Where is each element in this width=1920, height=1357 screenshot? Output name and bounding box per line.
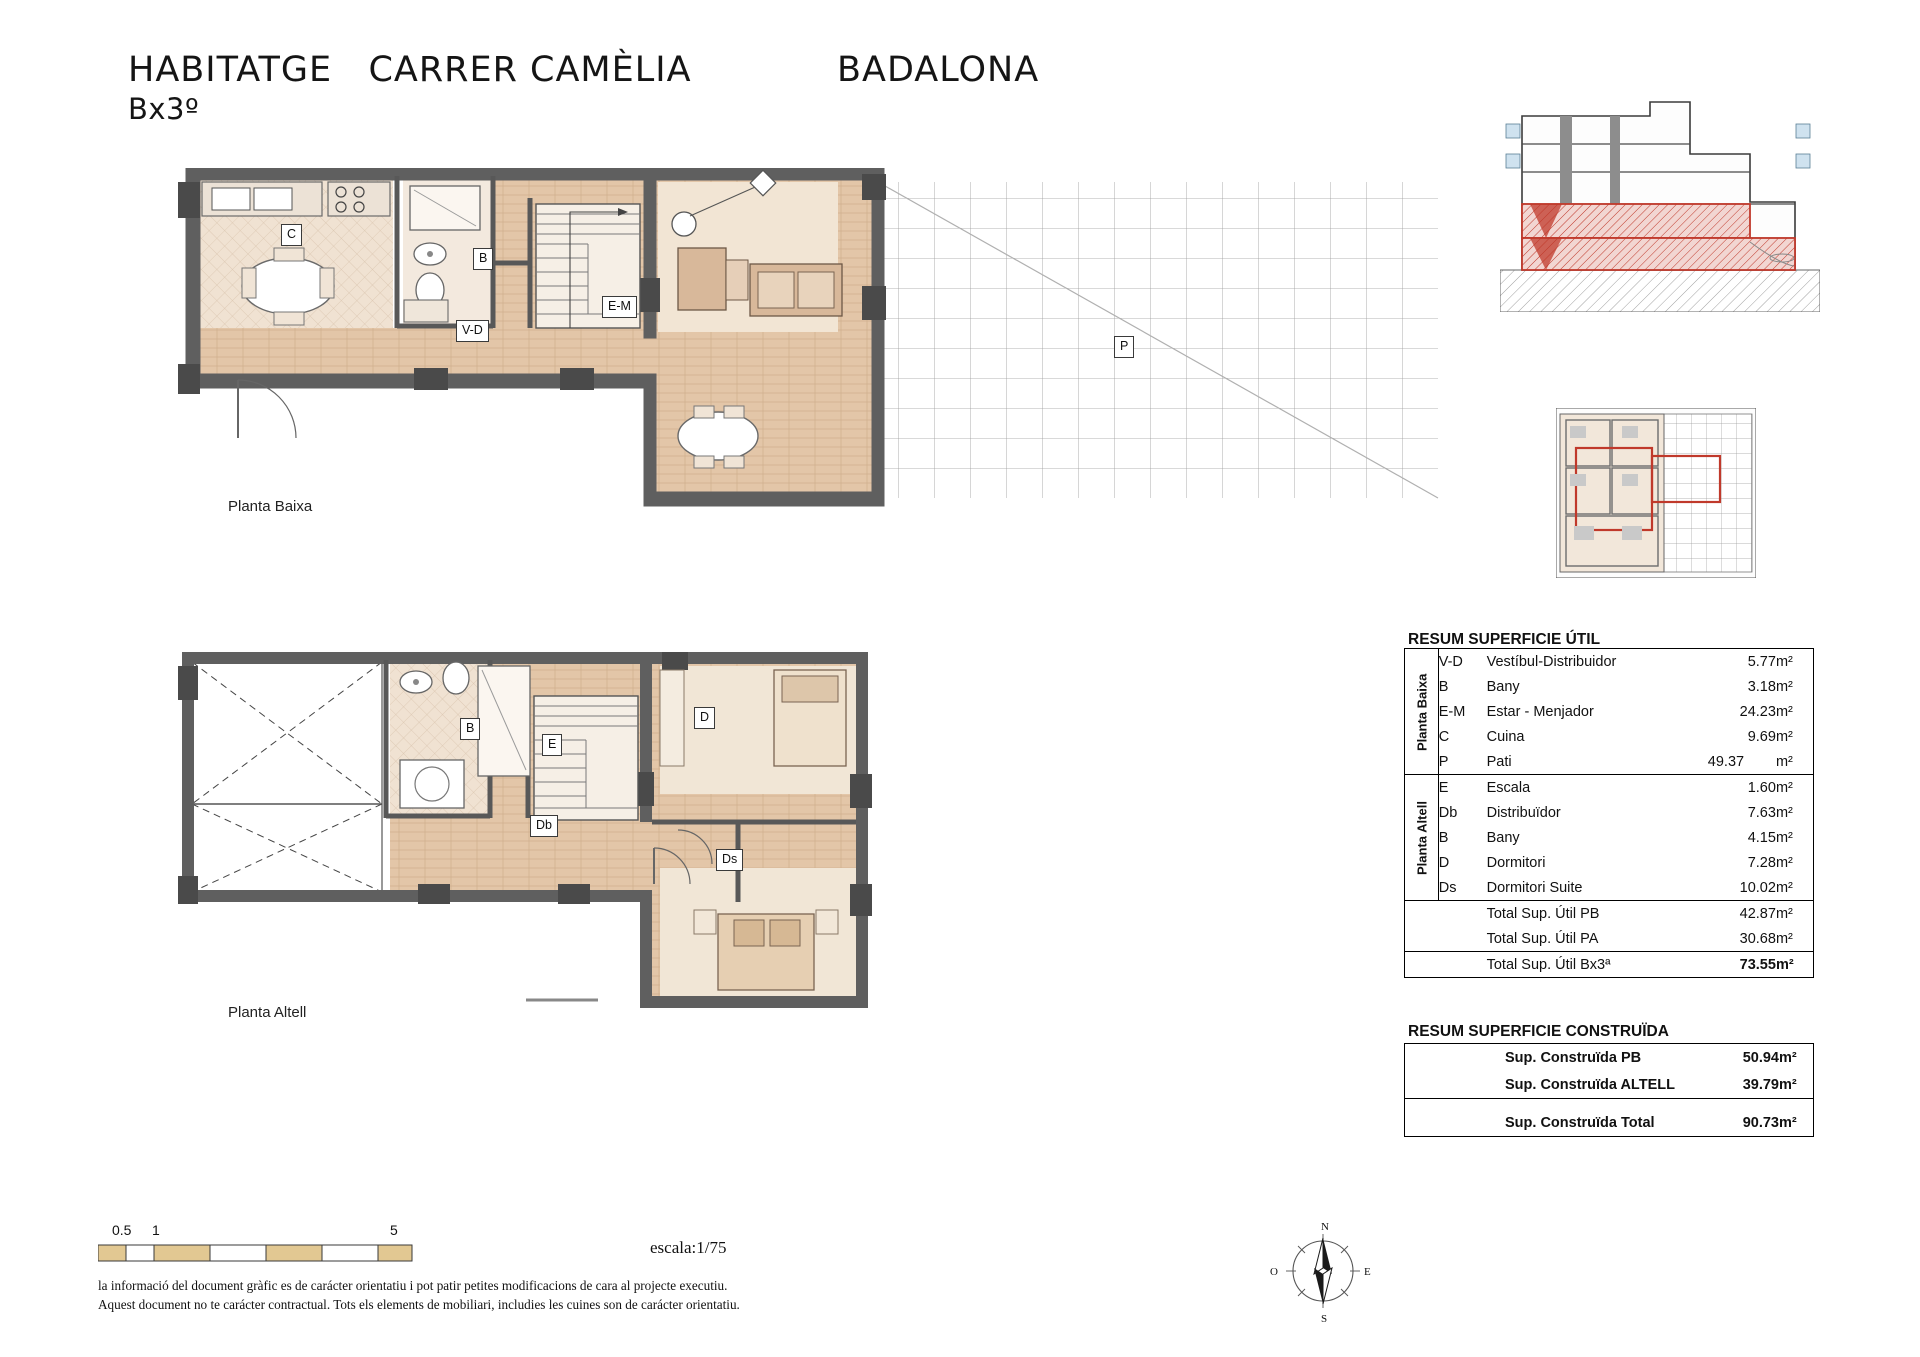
cell-unit: m² [1775, 653, 1793, 670]
cell-name: Dormitori [1486, 854, 1546, 871]
cell-name: Sup. Construïda PB [1505, 1049, 1642, 1066]
cell-name: Sup. Construïda ALTELL [1505, 1076, 1675, 1093]
room-tag-cuina: C [281, 224, 302, 246]
scale-tick-1: 1 [152, 1222, 160, 1238]
cell-unit: m² [1779, 1049, 1797, 1066]
cell-value: 7.28 [1747, 854, 1776, 871]
cell-code: B [1438, 678, 1449, 695]
compass-west-label: O [1270, 1266, 1278, 1278]
table-row [1405, 724, 1814, 749]
table-row-total [1405, 1099, 1814, 1137]
cell-code: Db [1438, 804, 1458, 821]
cell-name: Vestíbul-Distribuidor [1486, 653, 1617, 670]
total-name: Sup. Construïda Total [1405, 1099, 1718, 1137]
table-row [1405, 800, 1814, 825]
compass-north-label: N [1321, 1221, 1329, 1233]
built-area-table [1404, 1043, 1814, 1137]
total-name: Total Sup. Útil PB [1487, 901, 1700, 927]
room-tag-distribuidor: Db [530, 815, 558, 837]
total-value: 90.73 [1717, 1099, 1779, 1137]
table-row [1405, 699, 1814, 724]
table-row [1405, 649, 1814, 675]
page-title [128, 50, 1039, 126]
cell-name: Cuina [1486, 728, 1525, 745]
cell-unit: m² [1775, 930, 1793, 947]
room-tag-estar-menjador: E-M [602, 296, 637, 318]
cell-code: V-D [1438, 653, 1463, 670]
cell-unit: m² [1776, 775, 1814, 801]
cell-name: Dormitori Suite [1486, 879, 1583, 896]
cell-code: P [1438, 753, 1449, 770]
ground-floor-plan [178, 168, 1458, 588]
cell-value: 10.02 [1739, 879, 1776, 896]
cell-unit: m² [1775, 678, 1793, 695]
cell-name: Distribuïdor [1486, 804, 1561, 821]
cell-name: Bany [1486, 678, 1520, 695]
table-row [1405, 674, 1814, 699]
mezzanine-floor-label: Planta Altell [228, 1004, 307, 1021]
cell-name: Escala [1487, 775, 1700, 801]
cell-value: 3.18 [1747, 678, 1776, 695]
title-primary: HABITATGE CARRER CAMÈLIA BADALONA [128, 50, 1040, 90]
useful-area-table-title: RESUM SUPERFICIE ÚTIL [1408, 631, 1601, 648]
total-name: Total Sup. Útil Bx3ª [1487, 952, 1700, 978]
compass-east-label: E [1364, 1266, 1371, 1278]
key-plan-thumbnail [1556, 408, 1756, 578]
table-row-total [1405, 926, 1814, 952]
room-tag-bany-altell: B [460, 718, 480, 740]
cell-value: 24.23 [1739, 703, 1776, 720]
group-label-planta-baixa: Planta Baixa [1405, 649, 1439, 775]
total-value: 30.68 [1739, 930, 1776, 947]
cell-value: 9.69 [1747, 728, 1776, 745]
scale-tick-5: 5 [390, 1222, 398, 1238]
mezzanine-floor-plan [178, 652, 898, 1097]
cell-unit: m² [1775, 829, 1793, 846]
room-tag-vestibul: V-D [456, 320, 489, 342]
cell-unit: m² [1776, 901, 1814, 927]
room-tag-escala: E [542, 734, 562, 756]
table-row-total [1405, 952, 1814, 978]
room-tag-pati: P [1114, 336, 1134, 358]
cell-code: E-M [1438, 703, 1466, 720]
cell-value: 50.94 [1742, 1049, 1779, 1066]
scale-label: escala:1/75 [650, 1238, 727, 1257]
cell-unit: m² [1775, 804, 1793, 821]
disclaimer-note: la informació del document gràfic es de carácter orientatiu i pot patir petites modificacions de cara al projecte executiu. Aquest document no te carácter contractual. Tots els elements de mobiliari, includies les cuines son de carácter orientatiu. [98, 1278, 740, 1313]
cell-code: B [1438, 829, 1449, 846]
total-name: Total Sup. Útil PA [1486, 930, 1599, 947]
cell-unit: m² [1775, 854, 1793, 871]
compass-rose [1268, 1216, 1378, 1331]
table-row [1405, 1071, 1814, 1099]
table-row [1405, 850, 1814, 875]
table-row [1405, 775, 1814, 801]
cell-name: Estar - Menjador [1486, 703, 1594, 720]
cell-value: 4.15 [1747, 829, 1776, 846]
table-row [1405, 825, 1814, 850]
cell-code: Ds [1438, 879, 1457, 896]
title-secondary: Bx3º [128, 92, 200, 126]
group-label-planta-altell: Planta Altell [1405, 775, 1439, 901]
cell-value: 7.63 [1747, 804, 1776, 821]
table-row [1405, 875, 1814, 901]
cell-code: C [1438, 728, 1450, 745]
building-section-thumbnail [1500, 92, 1820, 312]
table-row-total [1405, 901, 1814, 927]
ground-floor-label: Planta Baixa [228, 498, 313, 515]
cell-code: D [1438, 854, 1450, 871]
cell-unit: m² [1775, 728, 1793, 745]
useful-area-table [1404, 648, 1814, 978]
cell-unit: m² [1775, 879, 1793, 896]
scale-tick-0-5: 0.5 [112, 1222, 132, 1238]
compass-south-label: S [1321, 1313, 1328, 1325]
cell-unit: m² [1779, 1099, 1814, 1137]
scale-bar [98, 1243, 418, 1272]
total-value: 42.87 [1700, 901, 1776, 927]
cell-unit: m² [1775, 703, 1793, 720]
room-tag-bany: B [473, 248, 493, 270]
cell-value: 49.37 [1707, 753, 1745, 770]
total-value: 73.55 [1700, 952, 1776, 978]
cell-unit: m² [1776, 952, 1814, 978]
table-row [1405, 749, 1814, 775]
room-tag-dormitori-suite: Ds [716, 849, 743, 871]
cell-name: Bany [1486, 829, 1520, 846]
cell-value: 5.77 [1747, 653, 1776, 670]
cell-name: Pati [1486, 753, 1512, 770]
cell-value: 39.79 [1742, 1076, 1779, 1093]
cell-unit: m² [1775, 753, 1793, 770]
table-row [1405, 1044, 1814, 1072]
room-tag-dormitori: D [694, 707, 715, 729]
built-area-table-title: RESUM SUPERFICIE CONSTRUÏDA [1408, 1023, 1669, 1040]
cell-unit: m² [1779, 1076, 1797, 1093]
cell-value: 1.60 [1700, 775, 1776, 801]
cell-code: E [1438, 775, 1486, 801]
